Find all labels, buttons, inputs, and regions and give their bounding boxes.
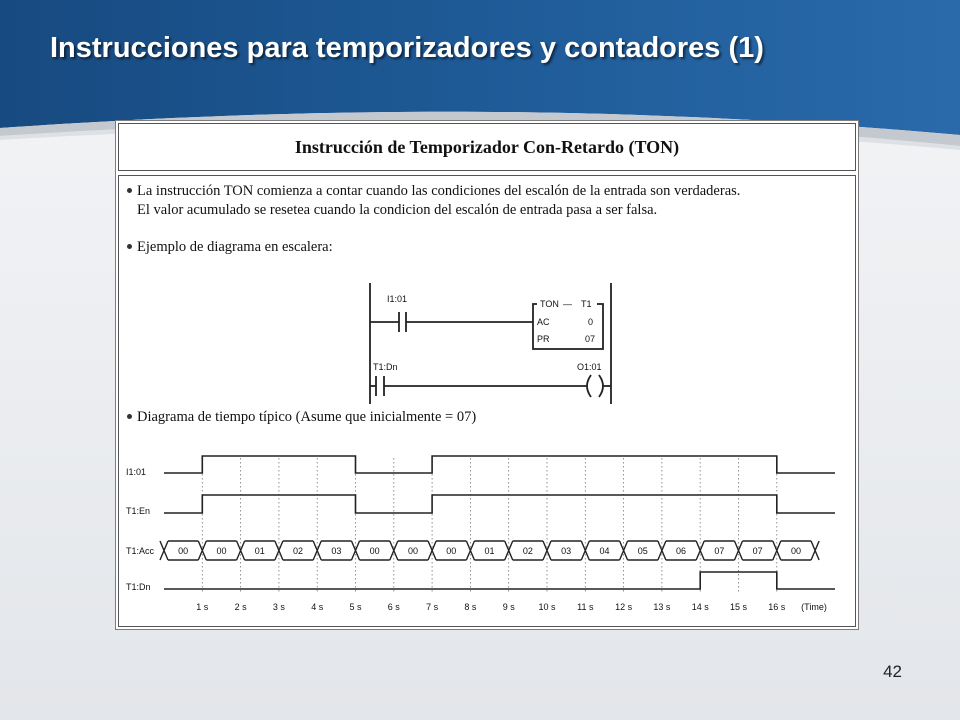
pr-label: PR [537,334,550,344]
acc-transition [696,541,704,560]
acc-value: 07 [752,546,763,556]
acc-value: 04 [599,546,610,556]
page-number: 42 [883,662,902,681]
acc-transition [390,541,398,560]
time-axis-label: 16 s [768,602,786,612]
acc-transition [543,541,551,560]
contact-2-label: T1:Dn [373,362,398,372]
acc-value: 00 [407,546,418,556]
bullet-text: Diagrama de tiempo típico (Asume que inicialmente = 07) [137,409,477,425]
acc-transition [620,541,628,560]
acc-transition [735,541,743,560]
acc-value: 02 [293,546,304,556]
waveform-t1dn [164,572,835,589]
figure-body [118,175,856,627]
ac-label: AC [537,317,550,327]
acc-transition [773,541,781,560]
acc-transition [237,541,245,560]
time-axis-label: 7 s [426,602,439,612]
acc-value: 01 [484,546,495,556]
time-axis-label: 10 s [538,602,556,612]
ac-value: 0 [587,317,593,327]
time-axis-label: (Time) [801,602,827,612]
acc-transition [275,541,283,560]
acc-value: 00 [790,546,801,556]
time-axis-label: 12 s [615,602,633,612]
acc-transition [581,541,589,560]
pr-value: 07 [584,334,595,344]
time-axis-label: 14 s [691,602,709,612]
timer-title: TON [540,299,559,309]
time-axis-label: 8 s [464,602,477,612]
acc-value: 02 [522,546,533,556]
acc-transition [313,541,321,560]
waveform-t1en [164,495,835,513]
bullet-text-continued: El valor acumulado se resetea cuando la condicion del escalón de entrada pasa a ser falsa. [137,202,658,218]
time-axis-label: 5 s [349,602,362,612]
acc-transition [505,541,513,560]
time-axis-label: 13 s [653,602,671,612]
timer-dash: — [563,299,572,309]
signal-label-t1acc: T1:Acc [126,546,155,556]
time-axis-label: 3 s [272,602,285,612]
time-axis-label: 1 s [196,602,209,612]
acc-transition [160,541,168,560]
acc-transition [198,541,206,560]
time-axis-label: 9 s [502,602,515,612]
contact-1-label: I1:01 [387,294,408,304]
bullet-text: Ejemplo de diagrama en escalera: [137,239,333,255]
figure-title: Instrucción de Temporizador Con-Retardo (TON) [294,136,680,157]
timer-tag: T1 [581,299,592,309]
acc-value: 06 [676,546,687,556]
acc-value: 01 [254,546,265,556]
acc-transition [466,541,474,560]
acc-transition [352,541,360,560]
time-axis-label: 2 s [234,602,247,612]
acc-value: 05 [637,546,648,556]
signal-label-i101: I1:01 [126,467,147,477]
time-axis-label: 4 s [311,602,324,612]
signal-label-t1en: T1:En [126,506,151,516]
figure-header [118,123,856,171]
waveform-i101 [164,456,835,473]
acc-transition [811,541,819,560]
timing-diagram [119,176,855,626]
acc-value: 00 [216,546,227,556]
acc-value: 03 [561,546,572,556]
acc-value: 07 [714,546,725,556]
acc-value: 00 [446,546,457,556]
acc-value: 00 [178,546,189,556]
slide-title: Instrucciones para temporizadores y contadores (1) [50,32,764,64]
coil-label: O1:01 [577,362,602,372]
ton-figure [115,120,859,630]
acc-transition [428,541,436,560]
time-axis-label: 11 s [577,602,594,612]
bullet-text: La instrucción TON comienza a contar cuando las condiciones del escalón de la entrada son verdaderas. [137,183,741,199]
acc-value: 03 [331,546,342,556]
acc-value: 00 [369,546,380,556]
time-axis-label: 15 s [729,602,748,612]
time-axis-label: 6 s [387,602,400,612]
signal-label-t1dn: T1:Dn [126,582,151,592]
acc-transition [658,541,666,560]
